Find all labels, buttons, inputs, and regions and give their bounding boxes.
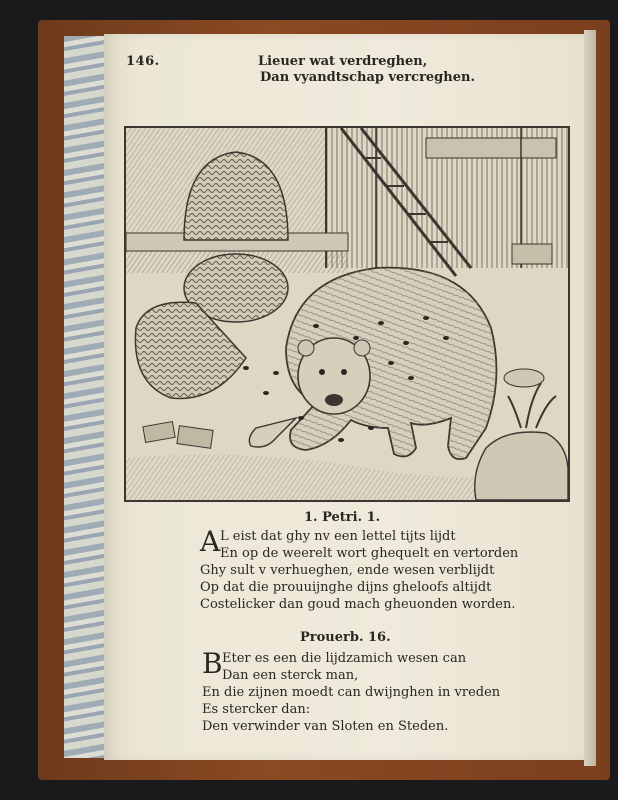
header-line-2: Dan vyandtschap vercreghen. [260, 70, 475, 85]
verse-line: Den verwinder van Sloten en Steden. [202, 719, 449, 734]
verse-line: Costelicker dan goud mach gheuonden worden. [200, 597, 516, 612]
verse-line: Eter es een die lijdzamich wesen can [222, 651, 467, 666]
verse-line: Dan een sterck man, [222, 668, 359, 683]
page-header [234, 54, 494, 86]
page-edge [64, 36, 105, 758]
verse-reference-prouerb: Prouerb. 16. [300, 630, 391, 645]
right-page-edge [584, 30, 596, 766]
verse-line: En die zijnen moedt can dwijnghen in vreden [202, 685, 501, 700]
header-line-1: Lieuer wat verdreghen, [258, 54, 428, 69]
verse-line: Ghy sult v verhueghen, ende wesen verblijdt [200, 563, 495, 578]
verse-line: Es stercker dan: [202, 702, 311, 717]
bear-and-beehives-engraving [126, 128, 568, 500]
verse-line: Op dat die prouuijnghe dijns gheloofs altijdt [200, 580, 492, 595]
drop-cap-a: A [200, 525, 221, 558]
verse-1-text-cont [200, 562, 515, 613]
book-page [104, 34, 584, 760]
verse-1-text [220, 528, 518, 562]
verse-reference-petri: 1. Petri. 1. [304, 510, 381, 525]
page-number: 146. [126, 54, 160, 69]
drop-cap-b: B [202, 647, 223, 680]
engraving-illustration [124, 126, 570, 502]
verse-line: En op de weerelt wort ghequelt en vertorden [220, 546, 519, 561]
verse-2-text [222, 650, 466, 684]
verse-line: L eist dat ghy nv een lettel tijts lijdt [220, 529, 456, 544]
verse-2-text-cont [202, 684, 500, 735]
